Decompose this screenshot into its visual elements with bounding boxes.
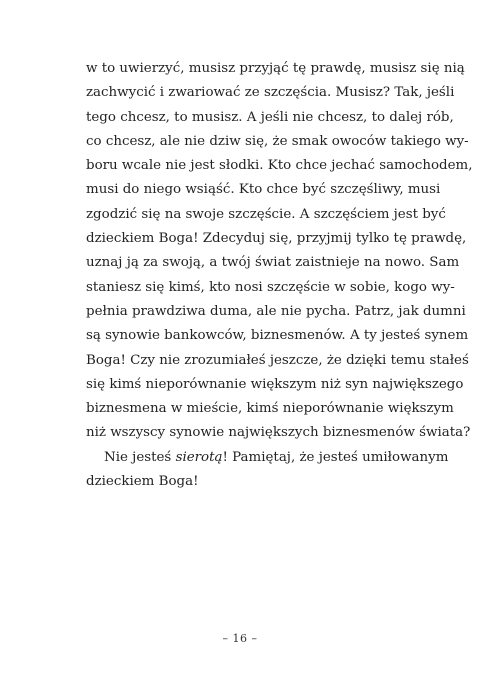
page-number: – 16 – xyxy=(222,632,258,645)
text-line: musi do niego wsiąść. Kto chce być szczęśliwy, musi xyxy=(86,182,441,198)
text-line: zachwycić i zwariować ze szczęścia. Musisz? Tak, jeśli xyxy=(86,85,455,101)
text-line: tego chcesz, to musisz. A jeśli nie chcesz, to dalej rób, xyxy=(86,109,454,125)
body-text xyxy=(86,57,473,494)
text-line: staniesz się kimś, kto nosi szczęście w sobie, kogo wy- xyxy=(86,279,455,295)
text-line: biznesmena w mieście, kimś nieporównanie większym xyxy=(86,401,454,417)
text-line: w to uwierzyć, musisz przyjąć tę prawdę, musisz się nią xyxy=(86,61,465,76)
text-line: dzieckiem Boga! xyxy=(86,474,199,490)
text-line: Boga! Czy nie zrozumiałeś jeszcze, że dzięki temu stałeś xyxy=(86,352,469,368)
emphasis-word: sierotą xyxy=(175,449,223,465)
paragraph-2 xyxy=(86,446,449,495)
text-line xyxy=(86,446,449,470)
text-line: się kimś nieporównanie większym niż syn największego xyxy=(86,376,464,392)
text-line: są synowie bankowców, biznesmenów. A ty jesteś synem xyxy=(86,328,469,344)
text-run: ! Pamiętaj, że jesteś umiłowanym xyxy=(222,449,449,465)
text-line: uznaj ją za swoją, a twój świat zaistnieje na nowo. Sam xyxy=(86,255,460,271)
text-line: dzieckiem Boga! Zdecyduj się, przyjmij tylko tę prawdę, xyxy=(86,231,467,247)
text-line: zgodzić się na swoje szczęście. A szczęściem jest być xyxy=(86,206,446,222)
text-line: boru wcale nie jest słodki. Kto chce jechać samochodem, xyxy=(86,158,473,174)
text-line: pełnia prawdziwa duma, ale nie pycha. Patrz, jak dumni xyxy=(86,303,466,319)
paragraph-1 xyxy=(86,57,473,446)
text-line: niż wszyscy synowie największych biznesmenów świata? xyxy=(86,425,471,441)
text-line: co chcesz, ale nie dziw się, że smak owoców takiego wy- xyxy=(86,133,469,149)
text-run: Nie jesteś xyxy=(104,449,176,465)
